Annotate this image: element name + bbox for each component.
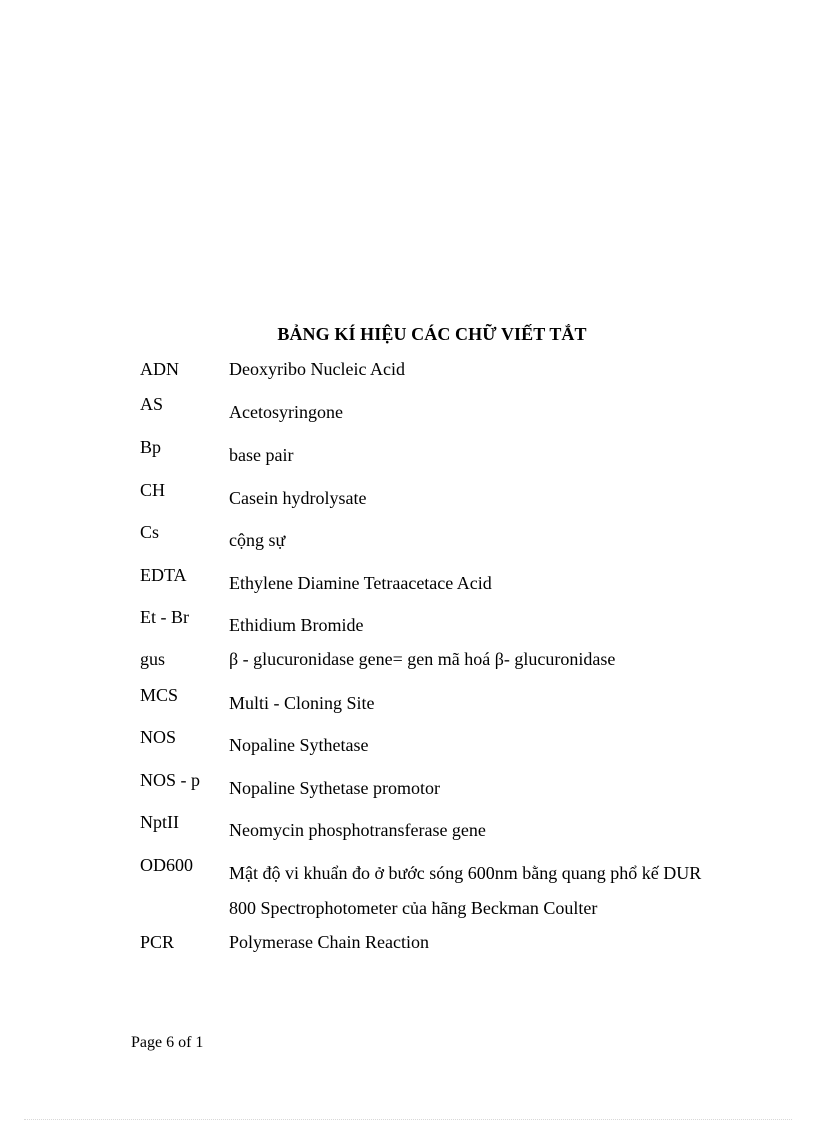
abbreviation-definition: Acetosyringone bbox=[229, 402, 343, 422]
abbreviation-term: PCR bbox=[140, 932, 175, 952]
abbreviation-definition: cộng sự bbox=[229, 530, 286, 550]
abbreviation-definition: Deoxyribo Nucleic Acid bbox=[229, 359, 405, 379]
abbreviation-term: NOS - p bbox=[140, 770, 201, 790]
abbreviation-term: ADN bbox=[140, 359, 179, 379]
abbreviation-definition: Multi - Cloning Site bbox=[229, 693, 375, 713]
abbreviation-term: OD600 bbox=[140, 855, 193, 875]
abbreviation-term: MCS bbox=[140, 685, 179, 705]
abbreviation-definition: Nopaline Sythetase promotor bbox=[229, 778, 440, 798]
abbreviation-definition: β - glucuronidase gene= gen mã hoá β- glucuronidase bbox=[229, 649, 616, 669]
abbreviation-definition: Ethylene Diamine Tetraacetace Acid bbox=[229, 573, 492, 593]
abbreviation-term: NOS bbox=[140, 727, 177, 747]
page-bottom-divider bbox=[24, 1119, 792, 1120]
abbreviation-term: CH bbox=[140, 480, 166, 500]
abbreviation-definition: Ethidium Bromide bbox=[229, 615, 364, 635]
abbreviation-row bbox=[0, 649, 816, 673]
abbreviation-term: AS bbox=[140, 394, 164, 414]
abbreviation-definition: Casein hydrolysate bbox=[229, 488, 367, 508]
abbreviation-row bbox=[0, 480, 816, 508]
abbreviation-term: gus bbox=[140, 649, 166, 669]
abbreviation-definition: Nopaline Sythetase bbox=[229, 735, 369, 755]
abbreviation-definition: Polymerase Chain Reaction bbox=[229, 932, 429, 952]
abbreviation-row bbox=[0, 522, 816, 550]
abbreviation-definition-continued: 800 Spectrophotometer của hãng Beckman Coulter bbox=[229, 898, 598, 918]
abbreviation-term: Cs bbox=[140, 522, 160, 542]
abbreviation-row bbox=[0, 727, 816, 755]
page-title: BẢNG KÍ HIỆU CÁC CHỮ VIẾT TẮT bbox=[277, 324, 587, 344]
abbreviation-row bbox=[0, 359, 816, 383]
abbreviation-term: EDTA bbox=[140, 565, 187, 585]
abbreviation-definition: Mật độ vi khuẩn đo ở bước sóng 600nm bằng quang phổ kế DUR bbox=[229, 863, 702, 883]
abbreviation-row bbox=[0, 855, 816, 918]
abbreviation-term: Bp bbox=[140, 437, 162, 457]
abbreviation-definition: base pair bbox=[229, 445, 294, 465]
abbreviation-row bbox=[0, 812, 816, 840]
abbreviation-row bbox=[0, 607, 816, 635]
abbreviation-term: Et - Br bbox=[140, 607, 189, 627]
abbreviation-row bbox=[0, 932, 816, 956]
abbreviation-row bbox=[0, 437, 816, 465]
abbreviation-definition: Neomycin phosphotransferase gene bbox=[229, 820, 486, 840]
page-footer: Page 6 of 1 bbox=[131, 1034, 204, 1051]
abbreviation-row bbox=[0, 685, 816, 713]
abbreviation-term: NptII bbox=[140, 812, 179, 832]
abbreviation-row bbox=[0, 770, 816, 798]
abbreviation-row bbox=[0, 565, 816, 593]
abbreviation-row bbox=[0, 394, 816, 422]
